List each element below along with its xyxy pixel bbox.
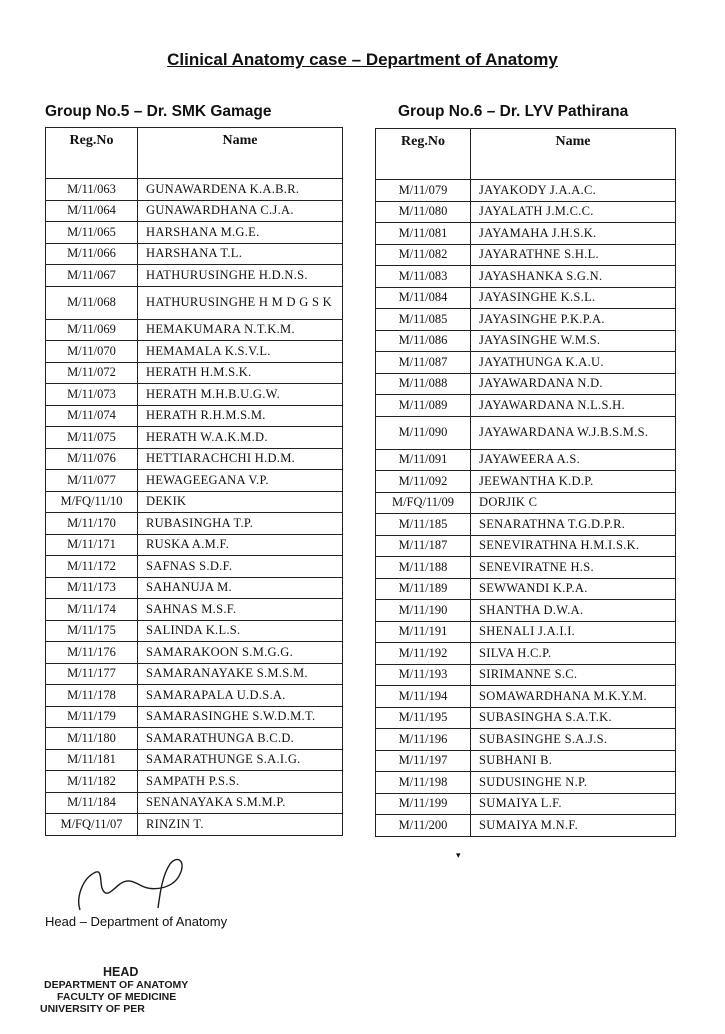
table-row — [376, 201, 676, 223]
reg-no-cell: M/11/197 — [376, 750, 471, 772]
table-row — [376, 223, 676, 245]
student-name-cell: HATHURUSINGHE H.D.N.S. — [138, 265, 343, 287]
student-name-cell: HEWAGEEGANA V.P. — [138, 470, 343, 492]
table-row — [46, 599, 343, 621]
reg-no-cell: M/11/069 — [46, 319, 138, 341]
reg-no-cell: M/11/200 — [376, 815, 471, 837]
reg-no-cell: M/11/189 — [376, 578, 471, 600]
student-name-cell: SUMAIYA M.N.F. — [471, 815, 676, 837]
reg-no-cell: M/11/064 — [46, 200, 138, 222]
student-name-cell: JAYAWEERA A.S. — [471, 449, 676, 471]
reg-no-cell: M/11/065 — [46, 222, 138, 244]
stamp-line: DEPARTMENT OF ANATOMY — [44, 979, 189, 991]
table-row — [376, 287, 676, 309]
reg-no-cell: M/11/190 — [376, 600, 471, 622]
table-row — [46, 286, 343, 319]
student-name-cell: SAMARANAYAKE S.M.S.M. — [138, 663, 343, 685]
table-row — [376, 750, 676, 772]
student-name-cell: SAMARATHUNGA B.C.D. — [138, 728, 343, 750]
table-row — [46, 319, 343, 341]
student-name-cell: RUBASINGHA T.P. — [138, 513, 343, 535]
table-row — [376, 266, 676, 288]
reg-no-cell: M/11/089 — [376, 395, 471, 417]
student-name-cell: SENARATHNA T.G.D.P.R. — [471, 514, 676, 536]
student-name-cell: SAFNAS S.D.F. — [138, 556, 343, 578]
reg-no-cell: M/11/080 — [376, 201, 471, 223]
student-name-cell: JAYASHANKA S.G.N. — [471, 266, 676, 288]
reg-no-cell: M/11/182 — [46, 771, 138, 793]
reg-no-cell: M/11/075 — [46, 427, 138, 449]
student-name-cell: HEMAKUMARA N.T.K.M. — [138, 319, 343, 341]
student-name-cell: HEMAMALA K.S.V.L. — [138, 341, 343, 363]
reg-no-cell: M/11/180 — [46, 728, 138, 750]
table-row — [376, 793, 676, 815]
reg-no-cell: M/11/199 — [376, 793, 471, 815]
student-name-cell: HATHURUSINGHE H M D G S K — [138, 286, 343, 319]
table-row — [46, 243, 343, 265]
student-name-cell: SILVA H.C.P. — [471, 643, 676, 665]
table-row — [46, 728, 343, 750]
student-name-cell: SIRIMANNE S.C. — [471, 664, 676, 686]
student-name-cell: SAMARAKOON S.M.G.G. — [138, 642, 343, 664]
reg-no-cell: M/11/070 — [46, 341, 138, 363]
student-name-cell: HERATH M.H.B.U.G.W. — [138, 384, 343, 406]
table-row — [46, 405, 343, 427]
group-5-rows — [46, 179, 343, 836]
table-row — [376, 686, 676, 708]
student-name-cell: SEWWANDI K.P.A. — [471, 578, 676, 600]
reg-no-cell: M/11/184 — [46, 792, 138, 814]
student-name-cell: SUDUSINGHE N.P. — [471, 772, 676, 794]
reg-no-cell: M/11/085 — [376, 309, 471, 331]
reg-no-cell: M/11/087 — [376, 352, 471, 374]
table-row — [46, 341, 343, 363]
student-name-cell: HARSHANA T.L. — [138, 243, 343, 265]
table-row — [376, 180, 676, 202]
reg-no-cell: M/11/181 — [46, 749, 138, 771]
stamp-line: FACULTY OF MEDICINE — [57, 991, 177, 1003]
student-name-cell: SUBHANI B. — [471, 750, 676, 772]
student-name-cell: HETTIARACHCHI H.D.M. — [138, 448, 343, 470]
reg-no-cell: M/11/076 — [46, 448, 138, 470]
table-row — [376, 578, 676, 600]
student-name-cell: SAMARATHUNGE S.A.I.G. — [138, 749, 343, 771]
table-row — [376, 707, 676, 729]
student-name-cell: JAYAKODY J.A.A.C. — [471, 180, 676, 202]
table-row — [376, 772, 676, 794]
student-name-cell: JAYATHUNGA K.A.U. — [471, 352, 676, 374]
student-name-cell: SUBASINGHA S.A.T.K. — [471, 707, 676, 729]
table-row — [376, 449, 676, 471]
student-name-cell: SAHANUJA M. — [138, 577, 343, 599]
student-name-cell: SOMAWARDHANA M.K.Y.M. — [471, 686, 676, 708]
student-name-cell: HERATH W.A.K.M.D. — [138, 427, 343, 449]
reg-no-cell: M/11/173 — [46, 577, 138, 599]
table-row — [376, 514, 676, 536]
table-row — [46, 749, 343, 771]
reg-no-cell: M/11/194 — [376, 686, 471, 708]
table-row — [46, 427, 343, 449]
ink-dot: ▾ — [456, 850, 461, 860]
table-row — [46, 771, 343, 793]
reg-no-cell: M/FQ/11/07 — [46, 814, 138, 836]
student-name-cell: SAMARASINGHE S.W.D.M.T. — [138, 706, 343, 728]
table-row — [46, 362, 343, 384]
group-6-table — [375, 128, 676, 837]
reg-no-cell: M/11/079 — [376, 180, 471, 202]
table-row — [376, 600, 676, 622]
table-row — [376, 492, 676, 514]
student-name-cell: SAHNAS M.S.F. — [138, 599, 343, 621]
student-name-cell: RUSKA A.M.F. — [138, 534, 343, 556]
reg-no-cell: M/11/176 — [46, 642, 138, 664]
table-row — [376, 471, 676, 493]
reg-no-cell: M/11/063 — [46, 179, 138, 201]
table-row — [46, 706, 343, 728]
reg-no-cell: M/11/066 — [46, 243, 138, 265]
table-row — [376, 373, 676, 395]
table-row — [46, 577, 343, 599]
table-row — [46, 685, 343, 707]
table-row — [46, 642, 343, 664]
reg-no-cell: M/11/088 — [376, 373, 471, 395]
reg-no-cell: M/11/084 — [376, 287, 471, 309]
table-row — [46, 534, 343, 556]
student-name-cell: JAYASINGHE P.K.P.A. — [471, 309, 676, 331]
student-name-cell: SAMARAPALA U.D.S.A. — [138, 685, 343, 707]
name-header: Name — [138, 128, 343, 179]
student-name-cell: SUMAIYA L.F. — [471, 793, 676, 815]
table-row — [46, 814, 343, 836]
table-row — [376, 330, 676, 352]
table-row — [376, 643, 676, 665]
student-name-cell: SHANTHA D.W.A. — [471, 600, 676, 622]
table-row — [376, 535, 676, 557]
signature-caption: Head – Department of Anatomy — [45, 914, 228, 929]
handwritten-signature — [62, 848, 202, 918]
table-row — [376, 815, 676, 837]
page-title: Clinical Anatomy case – Department of Anatomy — [167, 50, 558, 69]
table-row — [46, 513, 343, 535]
reg-no-cell: M/11/178 — [46, 685, 138, 707]
student-name-cell: JAYAWARDANA W.J.B.S.M.S. — [471, 416, 676, 449]
student-name-cell: SHENALI J.A.I.I. — [471, 621, 676, 643]
reg-no-cell: M/11/196 — [376, 729, 471, 751]
student-name-cell: SENEVIRATNE H.S. — [471, 557, 676, 579]
student-name-cell: JAYAMAHA J.H.S.K. — [471, 223, 676, 245]
reg-no-cell: M/11/172 — [46, 556, 138, 578]
group-5-table — [45, 127, 343, 836]
table-row — [46, 179, 343, 201]
table-row — [376, 621, 676, 643]
table-row — [46, 470, 343, 492]
table-row — [376, 352, 676, 374]
table-row — [376, 664, 676, 686]
reg-no-cell: M/FQ/11/09 — [376, 492, 471, 514]
table-row — [376, 729, 676, 751]
student-name-cell: JAYASINGHE W.M.S. — [471, 330, 676, 352]
stamp-line: UNIVERSITY OF PER — [40, 1003, 145, 1015]
student-name-cell: SENANAYAKA S.M.M.P. — [138, 792, 343, 814]
reg-no-cell: M/11/073 — [46, 384, 138, 406]
table-row — [376, 244, 676, 266]
table-row — [46, 384, 343, 406]
reg-no-header: Reg.No — [46, 128, 138, 179]
reg-no-cell: M/11/175 — [46, 620, 138, 642]
student-name-cell: JEEWANTHA K.D.P. — [471, 471, 676, 493]
reg-no-cell: M/11/191 — [376, 621, 471, 643]
student-name-cell: SAMPATH P.S.S. — [138, 771, 343, 793]
table-row — [46, 491, 343, 513]
reg-no-cell: M/11/074 — [46, 405, 138, 427]
student-name-cell: SUBASINGHE S.A.J.S. — [471, 729, 676, 751]
reg-no-cell: M/11/082 — [376, 244, 471, 266]
reg-no-cell: M/11/195 — [376, 707, 471, 729]
student-name-cell: DEKIK — [138, 491, 343, 513]
student-name-cell: HERATH R.H.M.S.M. — [138, 405, 343, 427]
reg-no-cell: M/11/170 — [46, 513, 138, 535]
student-name-cell: DORJIK C — [471, 492, 676, 514]
student-name-cell: GUNAWARDENA K.A.B.R. — [138, 179, 343, 201]
student-name-cell: JAYAWARDANA N.L.S.H. — [471, 395, 676, 417]
reg-no-cell: M/11/092 — [376, 471, 471, 493]
student-name-cell: SALINDA K.L.S. — [138, 620, 343, 642]
reg-no-cell: M/11/193 — [376, 664, 471, 686]
reg-no-cell: M/11/198 — [376, 772, 471, 794]
stamp-line: HEAD — [103, 965, 139, 979]
reg-no-cell: M/FQ/11/10 — [46, 491, 138, 513]
reg-no-header: Reg.No — [376, 129, 471, 180]
reg-no-cell: M/11/090 — [376, 416, 471, 449]
group-5-heading: Group No.5 – Dr. SMK Gamage — [45, 103, 272, 120]
table-row — [376, 309, 676, 331]
table-row — [46, 792, 343, 814]
table-row — [376, 557, 676, 579]
group-6-rows — [376, 180, 676, 837]
student-name-cell: HARSHANA M.G.E. — [138, 222, 343, 244]
table-row — [46, 620, 343, 642]
department-stamp — [40, 965, 240, 1015]
reg-no-cell: M/11/083 — [376, 266, 471, 288]
reg-no-cell: M/11/185 — [376, 514, 471, 536]
table-row — [376, 395, 676, 417]
reg-no-cell: M/11/091 — [376, 449, 471, 471]
reg-no-cell: M/11/067 — [46, 265, 138, 287]
table-row — [46, 663, 343, 685]
student-name-cell: JAYARATHNE S.H.L. — [471, 244, 676, 266]
student-name-cell: HERATH H.M.S.K. — [138, 362, 343, 384]
reg-no-cell: M/11/188 — [376, 557, 471, 579]
reg-no-cell: M/11/171 — [46, 534, 138, 556]
reg-no-cell: M/11/068 — [46, 286, 138, 319]
table-row — [46, 200, 343, 222]
student-name-cell: SENEVIRATHNA H.M.I.S.K. — [471, 535, 676, 557]
reg-no-cell: M/11/077 — [46, 470, 138, 492]
reg-no-cell: M/11/174 — [46, 599, 138, 621]
table-row — [46, 556, 343, 578]
reg-no-cell: M/11/086 — [376, 330, 471, 352]
student-name-cell: JAYALATH J.M.C.C. — [471, 201, 676, 223]
table-row — [46, 265, 343, 287]
reg-no-cell: M/11/179 — [46, 706, 138, 728]
name-header: Name — [471, 129, 676, 180]
reg-no-cell: M/11/192 — [376, 643, 471, 665]
table-row — [376, 416, 676, 449]
table-row — [46, 222, 343, 244]
reg-no-cell: M/11/177 — [46, 663, 138, 685]
reg-no-cell: M/11/187 — [376, 535, 471, 557]
table-row — [46, 448, 343, 470]
student-name-cell: JAYASINGHE K.S.L. — [471, 287, 676, 309]
student-name-cell: RINZIN T. — [138, 814, 343, 836]
student-name-cell: GUNAWARDHANA C.J.A. — [138, 200, 343, 222]
reg-no-cell: M/11/081 — [376, 223, 471, 245]
student-name-cell: JAYAWARDANA N.D. — [471, 373, 676, 395]
reg-no-cell: M/11/072 — [46, 362, 138, 384]
group-6-heading: Group No.6 – Dr. LYV Pathirana — [398, 103, 629, 120]
